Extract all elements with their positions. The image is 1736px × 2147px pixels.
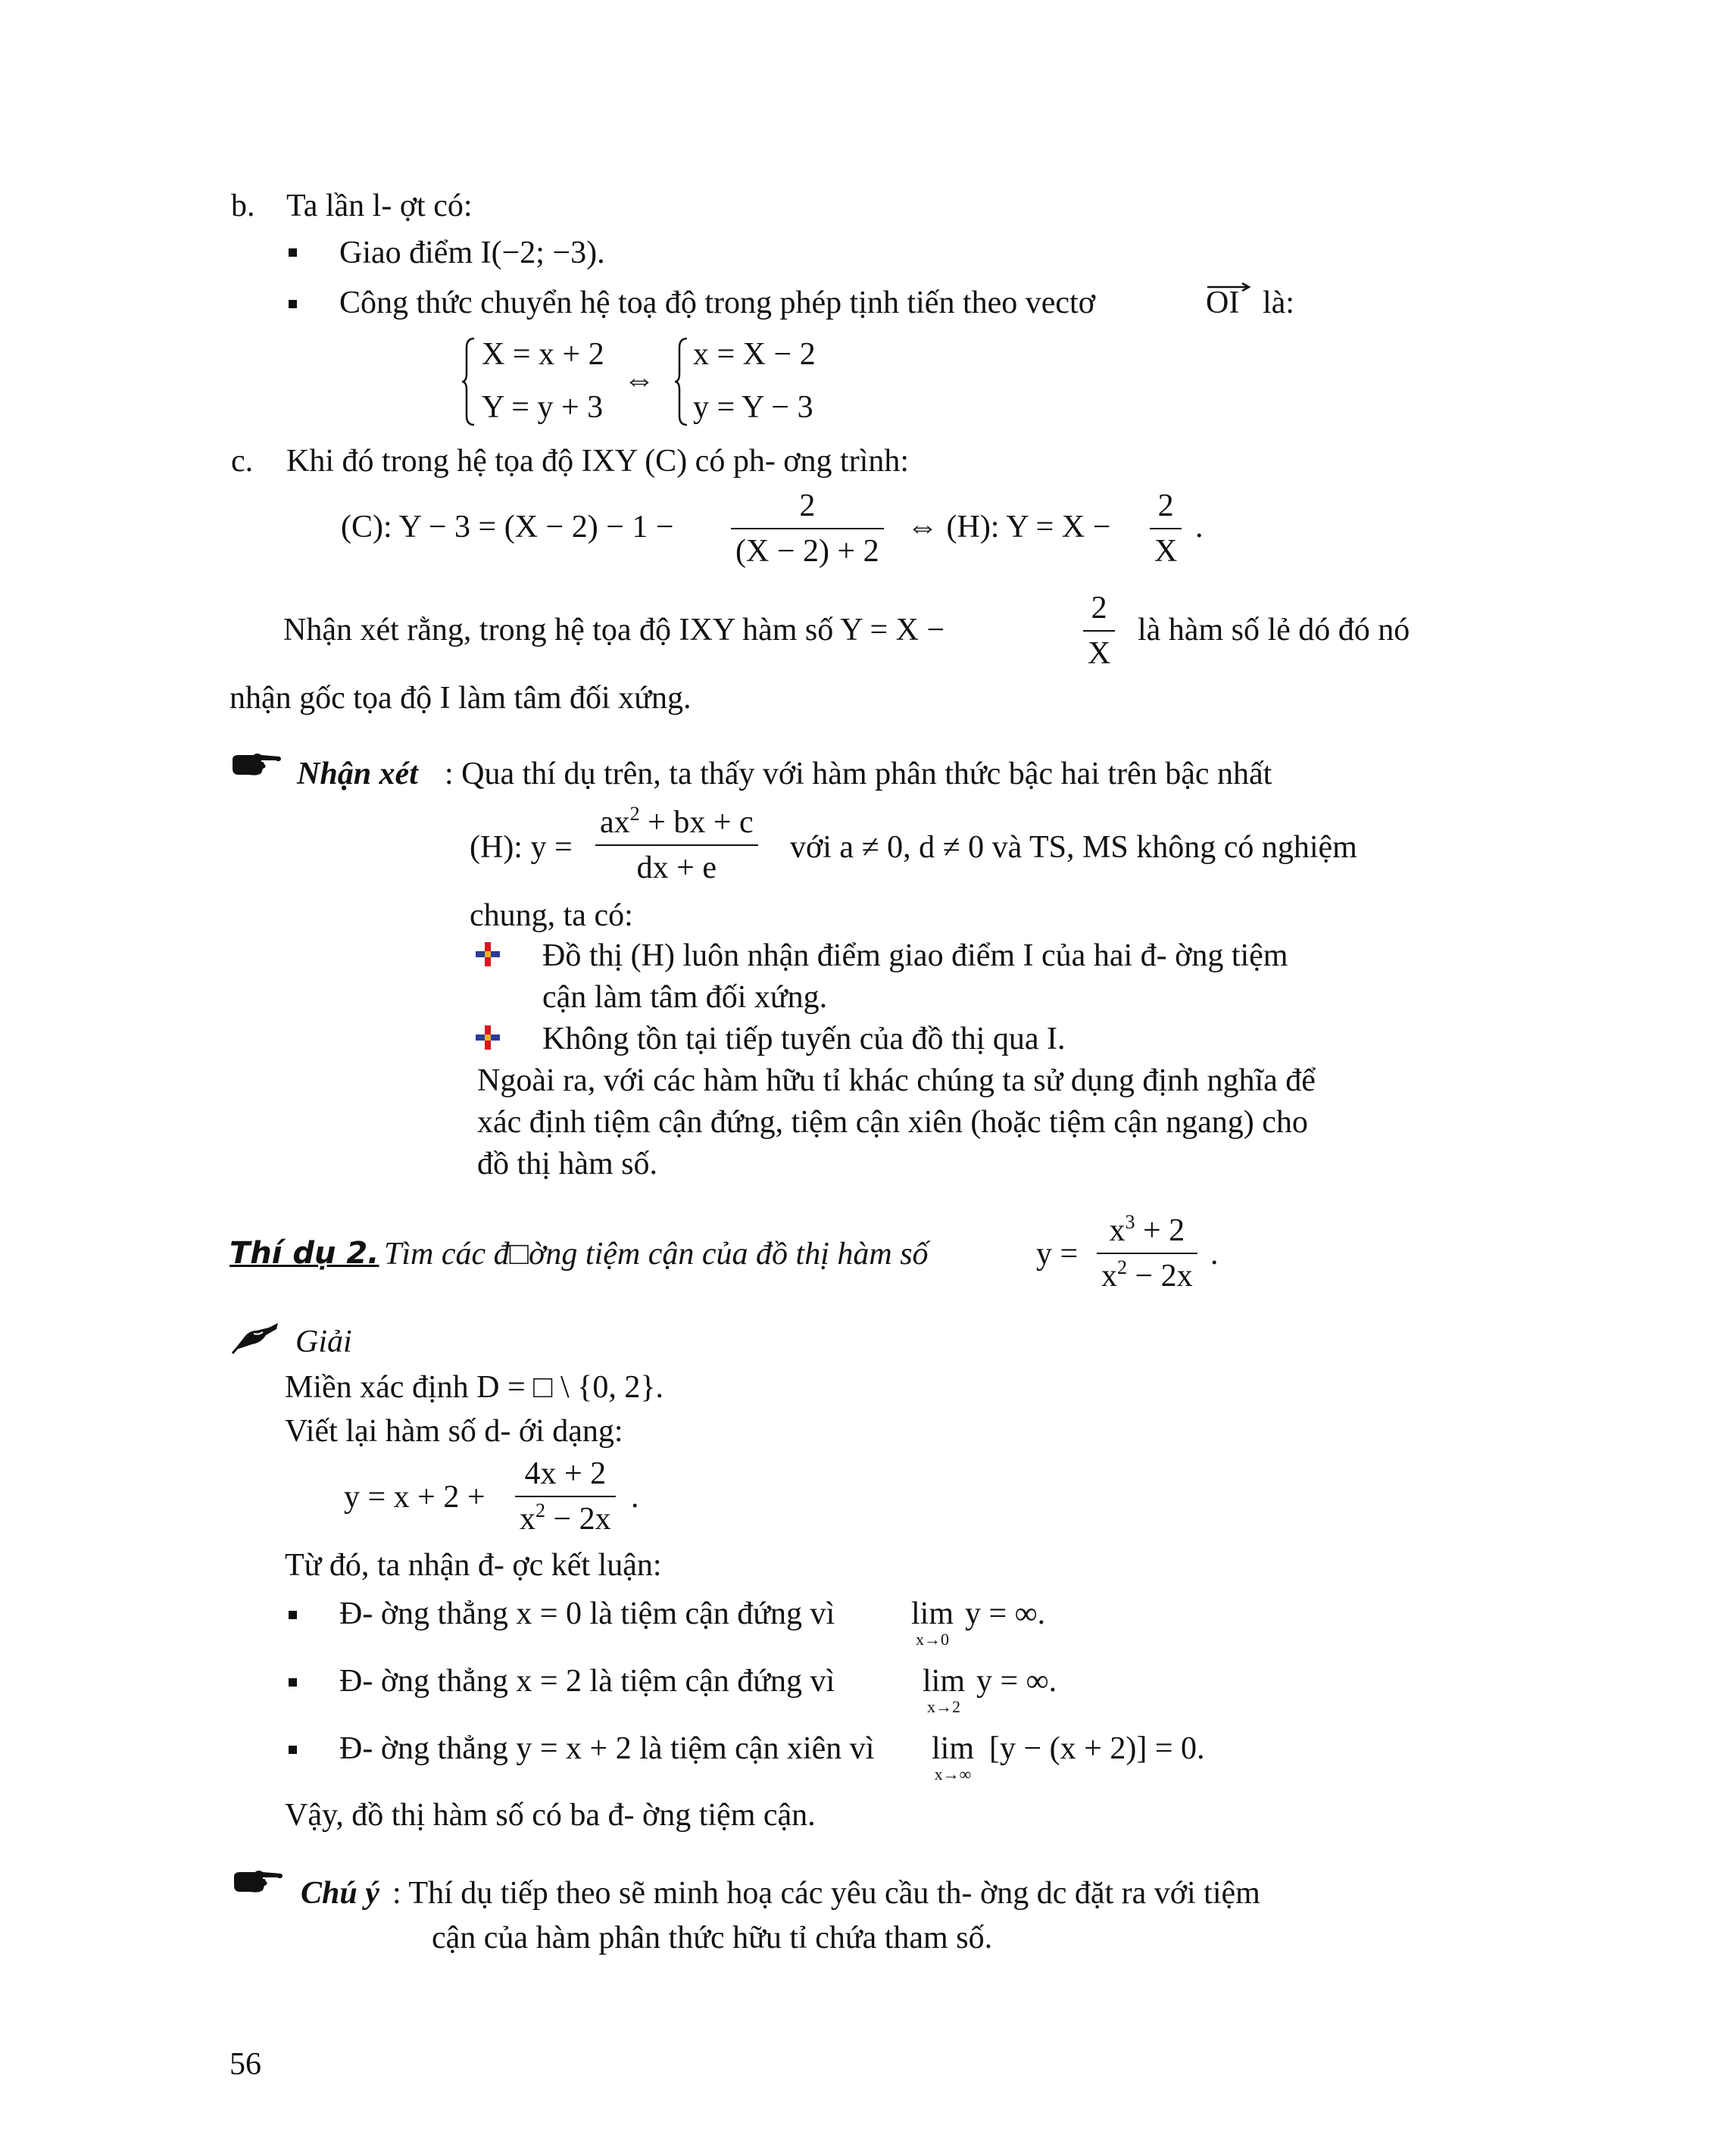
note1-condition: với a ≠ 0, d ≠ 0 và TS, MS không có nghiệm: [790, 830, 1357, 865]
bullet-square-icon: [289, 1678, 297, 1687]
note1-continuation: chung, ta có:: [470, 898, 633, 933]
limit-label: lim: [911, 1596, 954, 1631]
part-b-bullet2-end: là:: [1263, 286, 1294, 320]
solution-bullet1-end: y = ∞.: [965, 1596, 1046, 1631]
solution-bullet3-text: Đ- ờng thẳng y = x + 2 là tiệm cận xiên vì: [339, 1731, 875, 1766]
note1-para-line2: xác định tiệm cận đứng, tiệm cận xiên (hoặc tiệm cận ngang) cho: [477, 1105, 1308, 1140]
note1-h-label: (H): y =: [470, 830, 573, 865]
example2-statement: Tìm các đ□ờng tiệm cận của đồ thị hàm số: [384, 1237, 929, 1272]
example2-title: Thí dụ 2.: [229, 1236, 379, 1271]
fraction-c2-num: 2: [1157, 488, 1174, 523]
limit-label: lim: [923, 1664, 966, 1699]
page-number: 56: [229, 2047, 261, 2082]
note1-item2: Không tồn tại tiếp tuyến của đồ thị qua I.: [542, 1022, 1066, 1056]
note1-para-line1: Ngoài ra, với các hàm hữu tỉ khác chúng ta sử dụng định nghĩa để: [477, 1063, 1316, 1098]
solution-bullet2-end: y = ∞.: [976, 1664, 1057, 1699]
part-c-eq-mid: ⇔ (H): Y = X −: [907, 510, 1111, 545]
equivalence-symbol: ⇔: [623, 363, 655, 398]
bullet-square-icon: [289, 1746, 297, 1754]
limit-label: lim: [932, 1731, 975, 1766]
fraction-c2-den: X: [1154, 534, 1178, 570]
part-c-intro: Khi đó trong hệ tọa độ IXY (C) có ph- ơng trình:: [286, 444, 910, 479]
part-b-bullet2-text: Công thức chuyển hệ toạ độ trong phép tịnh tiến theo vectơ: [339, 286, 1095, 320]
part-c-label: c.: [231, 444, 254, 479]
limit-x-to-infinity: [932, 1733, 974, 1783]
solution-eq-left: y = x + 2 +: [344, 1480, 486, 1515]
fraction-note1-den: dx + e: [636, 850, 717, 886]
solution-final: Vậy, đồ thị hàm số có ba đ- ờng tiệm cận.: [285, 1798, 816, 1833]
limit-x-to-0: [911, 1598, 954, 1648]
solution-bullet2-text: Đ- ờng thẳng x = 2 là tiệm cận đứng vì: [339, 1664, 835, 1699]
bullet-square-icon: [289, 300, 297, 308]
limit-subscript: x→∞: [934, 1765, 972, 1783]
example2-end: .: [1210, 1237, 1219, 1272]
example2-y-eq: y =: [1036, 1237, 1079, 1272]
part-b-bullet1: Giao điểm I(−2; −3).: [339, 236, 605, 270]
part-b-intro: Ta lần l- ợt có:: [286, 189, 473, 223]
pointing-hand-icon: [233, 1869, 284, 1895]
fraction-solution-num: 4x + 2: [524, 1456, 607, 1491]
vector-oi: [1206, 285, 1239, 321]
fraction-remark1: [1083, 591, 1115, 671]
remark1-text-c: nhận gốc tọa độ I làm tâm đối xứng.: [229, 681, 692, 716]
fraction-note1: [595, 805, 758, 885]
fraction-c1-den: (X − 2) + 2: [735, 534, 879, 570]
plus-bullet-icon: [474, 1024, 501, 1051]
note1-title: Nhận xét: [297, 757, 418, 791]
vector-oi-label: OI: [1206, 286, 1240, 320]
fraction-example2-den: $x^2 - 2x$: [1101, 1256, 1193, 1294]
writing-hand-icon: [231, 1320, 281, 1355]
solution-conclude: Từ đó, ta nhận đ- ợc kết luận:: [285, 1548, 662, 1583]
note1-para-line3: đồ thị hàm số.: [477, 1147, 657, 1181]
fraction-remark1-num: 2: [1091, 591, 1107, 626]
remark1-text-a: Nhận xét rằng, trong hệ tọa độ IXY hàm số Y = X −: [283, 613, 945, 648]
system2-line1: x = X − 2: [693, 337, 816, 372]
fraction-solution: [515, 1456, 616, 1537]
solution-bullet1-text: Đ- ờng thẳng x = 0 là tiệm cận đứng vì: [339, 1596, 835, 1631]
pointing-hand-icon: [231, 752, 283, 778]
part-b-label: b.: [231, 189, 255, 223]
system-brace-icon: [461, 337, 474, 426]
note2-line2: cận của hàm phân thức hữu tỉ chứa tham số.: [432, 1921, 993, 1955]
fraction-example2: [1097, 1213, 1197, 1294]
solution-bullet3-end: [y − (x + 2)] = 0.: [989, 1731, 1205, 1766]
solution-eq-end: .: [631, 1480, 639, 1515]
system1-line2: Y = y + 3: [482, 390, 604, 425]
limit-subscript: x→0: [916, 1630, 949, 1649]
system1-line1: X = x + 2: [482, 337, 604, 372]
bullet-square-icon: [289, 248, 297, 257]
fraction-solution-den: $x^2 - 2x$: [520, 1499, 611, 1537]
fraction-remark1-den: X: [1088, 636, 1111, 672]
part-c-eq-left: (C): Y − 3 = (X − 2) − 1 −: [341, 510, 674, 545]
fraction-c1-num: 2: [799, 488, 816, 523]
solution-rewrite: Viết lại hàm số d- ới dạng:: [285, 1414, 623, 1449]
bullet-square-icon: [289, 1611, 297, 1619]
fraction-note1-num: $ax^2$ + bx + c: [600, 803, 754, 840]
solution-domain: Miền xác định D = □ \ {0, 2}.: [285, 1370, 663, 1405]
part-c-eq-end: .: [1195, 510, 1204, 545]
note2-line1: : Thí dụ tiếp theo sẽ minh hoạ các yêu cầu th- ờng dc đặt ra với tiệm: [392, 1876, 1260, 1911]
fraction-example2-num: $x^3 + 2$: [1109, 1211, 1185, 1248]
fraction-c1: [731, 488, 884, 569]
note1-item1-line2: cận làm tâm đối xứng.: [542, 980, 828, 1015]
limit-x-to-2: [923, 1665, 965, 1715]
fraction-c2: [1150, 488, 1182, 569]
system2-line2: y = Y − 3: [693, 390, 813, 425]
solution-label: Giải: [295, 1325, 352, 1359]
note2-title: Chú ý: [301, 1876, 379, 1911]
vector-arrow-icon: [1206, 282, 1251, 292]
plus-bullet-icon: [474, 941, 501, 968]
remark1-text-b: là hàm số lẻ dó đó nó: [1138, 613, 1410, 648]
note1-intro: : Qua thí dụ trên, ta thấy với hàm phân thức bậc hai trên bậc nhất: [445, 757, 1272, 791]
note1-item1-line1: Đồ thị (H) luôn nhận điểm giao điểm I của hai đ- ờng tiệm: [542, 938, 1288, 973]
limit-subscript: x→2: [927, 1697, 960, 1716]
system-brace-icon: [673, 337, 687, 426]
